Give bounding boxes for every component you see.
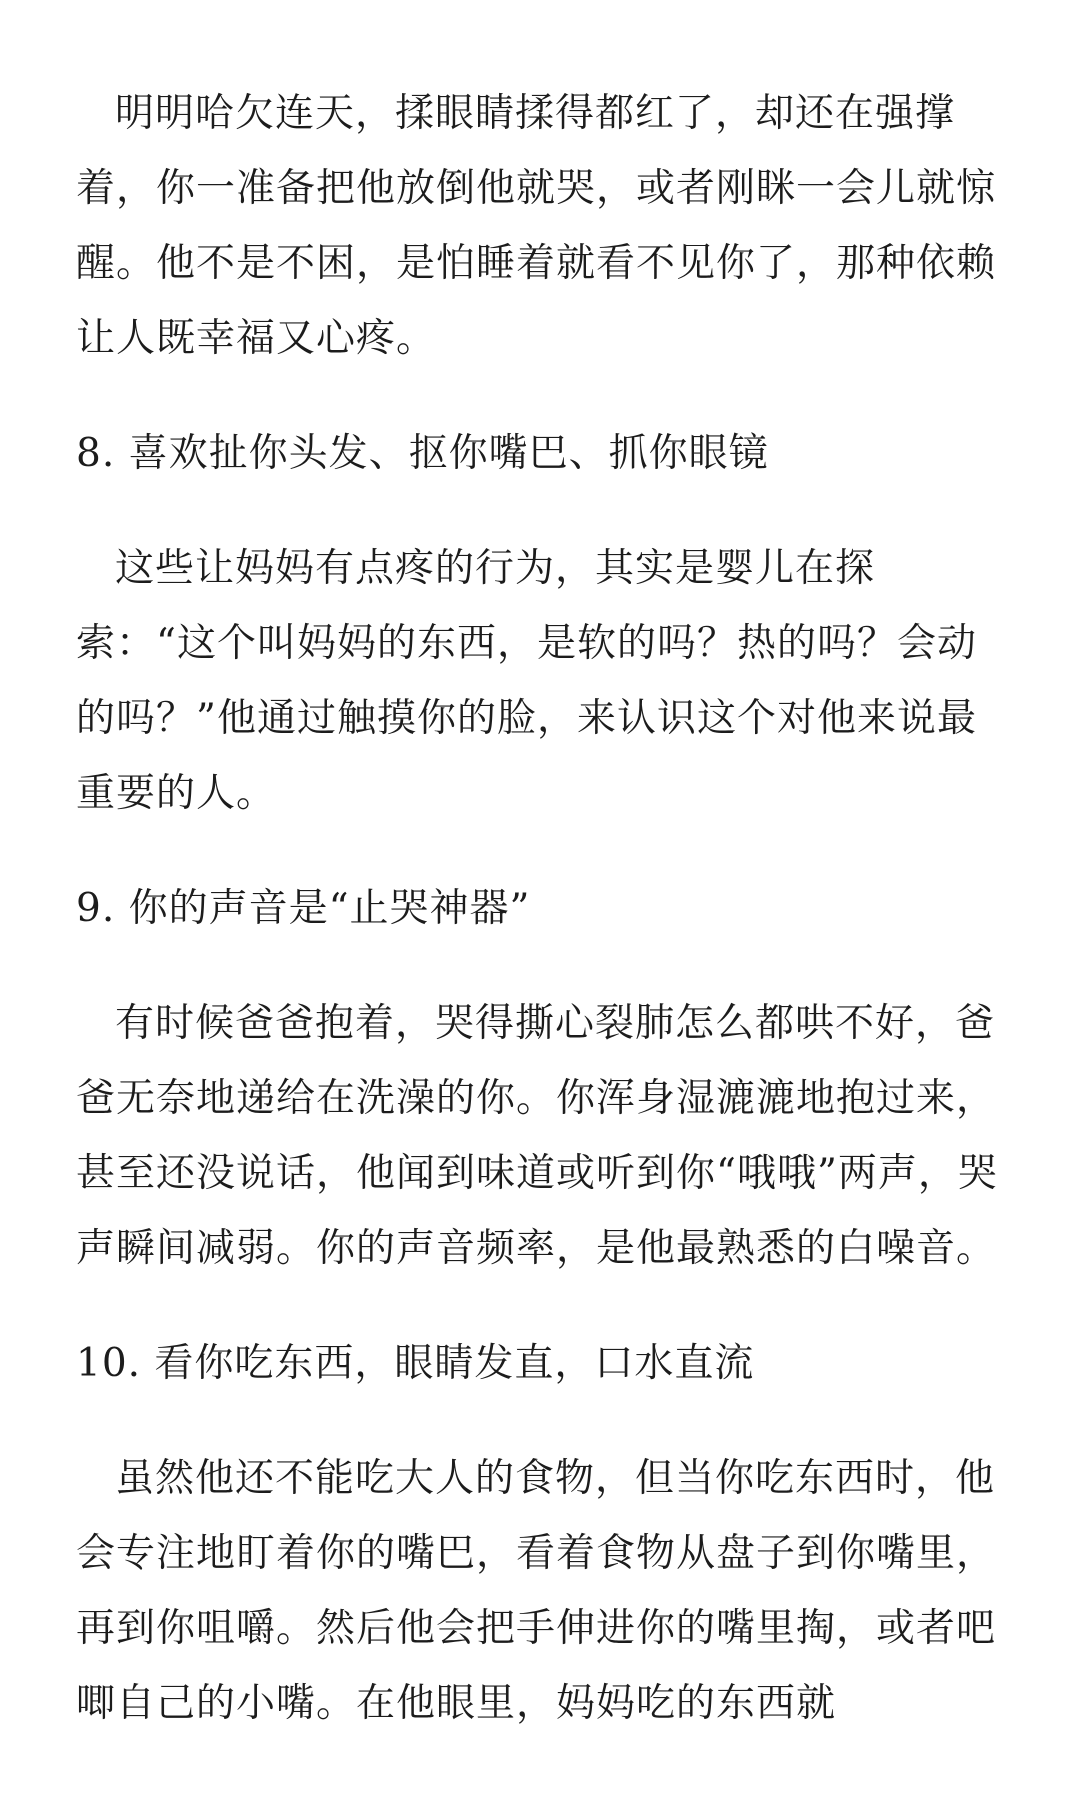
section-8-heading: 8. 喜欢扯你头发、抠你嘴巴、抓你眼镜 xyxy=(76,431,769,476)
section-9-heading: 9. 你的声音是“止哭神器” xyxy=(76,886,531,931)
section-9-body: 有时候爸爸抱着，哭得撕心裂肺怎么都哄不好，爸爸无奈地递给在洗澡的你。你浑身湿漉漉地抱过来，甚至还没说话，他闻到味道或听到你“哦哦”两声，哭声瞬间减弱。你的声音频率，是他最熟悉的白噪音。 xyxy=(76,1001,998,1271)
paragraph-intro: 明明哈欠连天，揉眼睛揉得都红了，却还在强撑着，你一准备把他放倒他就哭，或者刚眯一会儿就惊醒。他不是不困，是怕睡着就看不见你了，那种依赖让人既幸福又心疼。 xyxy=(76,91,997,361)
section-10-body: 虽然他还不能吃大人的食物，但当你吃东西时，他会专注地盯着你的嘴巴，看着食物从盘子到你嘴里，再到你咀嚼。然后他会把手伸进你的嘴里掏，或者吧唧自己的小嘴。在他眼里，妈妈吃的东西就 xyxy=(76,1456,997,1726)
section-8-body: 这些让妈妈有点疼的行为，其实是婴儿在探索：“这个叫妈妈的东西，是软的吗？热的吗？会动的吗？”他通过触摸你的脸，来认识这个对他来说最重要的人。 xyxy=(76,546,977,816)
section-10-heading: 10. 看你吃东西，眼睛发直，口水直流 xyxy=(76,1341,755,1386)
